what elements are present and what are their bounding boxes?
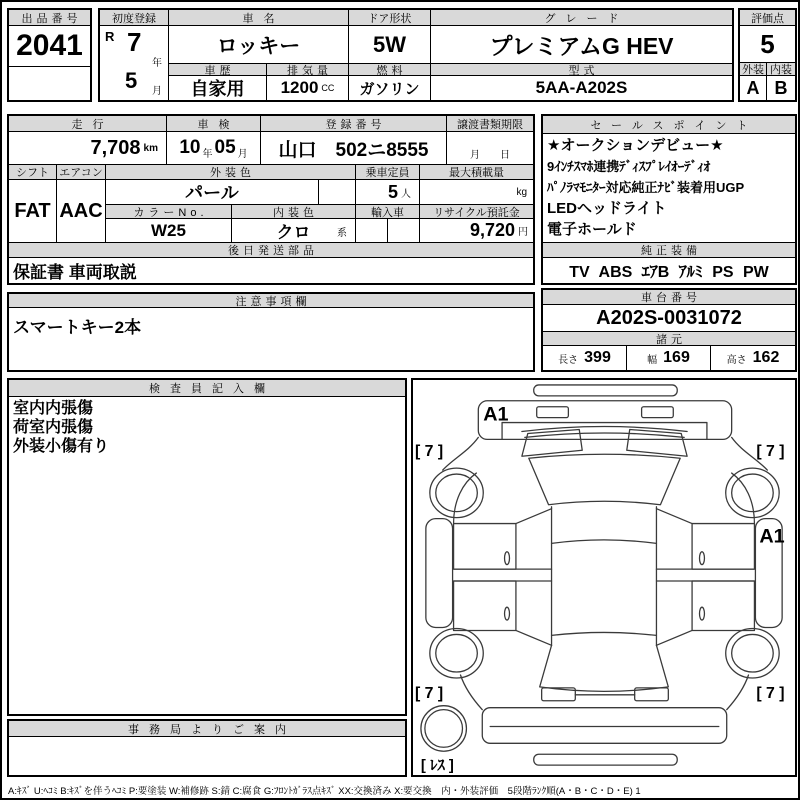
recycle-deposit-number: 9,720 xyxy=(469,220,515,240)
door-handle-rear-right xyxy=(700,607,705,620)
spec-height-cell xyxy=(711,346,795,370)
damage-mark-hood: A1 xyxy=(483,403,509,426)
grade-value: プレミアムG HEV xyxy=(489,33,674,59)
model-code-value: 5AA-A202S xyxy=(535,78,628,97)
sales-points-box xyxy=(541,114,797,285)
diagonal-front-right xyxy=(656,509,692,524)
mileage-label: 走行 xyxy=(9,116,167,132)
auction-number-box xyxy=(7,8,92,102)
fuel-value: ガソリン xyxy=(349,76,431,100)
rear-fender-left xyxy=(461,675,483,710)
aircon-label: エアコン xyxy=(57,165,106,180)
score-label: 評価点 xyxy=(740,10,795,26)
door-shape-label: ドア形状 xyxy=(349,10,431,26)
rear-door-left xyxy=(454,581,516,630)
mileage-value xyxy=(9,132,167,165)
import-cell-1 xyxy=(356,219,388,242)
transfer-deadline-label: 譲渡書類期限 xyxy=(447,116,533,132)
fuel-label: 燃料 xyxy=(349,63,431,76)
capacity-number: 5 xyxy=(387,181,398,202)
sales-point-line: ★オークションデビュー★ xyxy=(547,137,724,154)
inspection-month-unit: 月 xyxy=(237,148,248,160)
diagonal-rear-left xyxy=(516,630,552,645)
interior-color-suffix: 系 xyxy=(337,228,347,239)
chassis-box xyxy=(541,288,797,372)
capacity-unit: 人 xyxy=(401,188,411,200)
wheel-front-right-outer xyxy=(726,468,779,517)
car-name-label: 車名 xyxy=(169,10,349,26)
door-handle-front-left xyxy=(505,552,510,565)
first-registration-label: 初度登録 xyxy=(100,10,169,26)
factory-equipment-value: TV ABS ｴｱB ｱﾙﾐ PS PW xyxy=(569,264,769,281)
import-label: 輸入車 xyxy=(356,204,420,219)
front-door-left xyxy=(454,524,516,570)
exterior-grade-label: 外装 xyxy=(740,63,767,76)
spare-tire-inner xyxy=(425,710,463,748)
hood-vent-left xyxy=(537,407,569,418)
aircon-value: AAC xyxy=(57,180,106,242)
front-bumper-strip xyxy=(534,385,677,396)
wheel-rear-left-outer xyxy=(430,628,483,677)
height-label: 高さ xyxy=(726,354,747,366)
model-code-label: 型式 xyxy=(431,63,732,76)
sales-point-line: LEDヘッドライト xyxy=(547,200,667,217)
later-parts-label: 後日発送部品 xyxy=(9,242,533,258)
exterior-color-label: 外装色 xyxy=(106,165,356,180)
wheel-front-left-outer xyxy=(430,468,483,517)
score-value: 5 xyxy=(740,26,795,63)
factory-equipment-label: 純正装備 xyxy=(543,242,795,258)
rear-fender-right xyxy=(727,675,749,710)
door-handle-front-right xyxy=(700,552,705,565)
displacement-unit: CC xyxy=(321,83,335,93)
wheel-rear-right-inner xyxy=(732,634,774,672)
damage-code-legend: A:ｷｽﾞ U:ﾍｺﾐ B:ｷｽﾞを伴うﾍｺﾐ P:要塗装 W:補修跡 S:錆 C:腐食 G:ﾌﾛﾝﾄｶﾞﾗｽ点ｷｽﾞ XX:交換済み X:要交換 内・外装評価 5段階ﾗﾝｸ順(A・B・C・D・E) 1 xyxy=(8,786,641,797)
capacity-label: 乗車定員 xyxy=(356,165,420,180)
spare-tire-outer xyxy=(421,706,467,752)
windshield-glass xyxy=(529,454,680,504)
sales-point-line: ﾊﾟﾉﾗﾏﾓﾆﾀｰ対応純正ﾅﾋﾞ装着用UGP xyxy=(547,180,745,195)
sales-point-line: 9ｲﾝﾁｽﾏﾎ連携ﾃﾞｨｽﾌﾟﾚｲｵｰﾃﾞｨｵ xyxy=(547,159,711,174)
cowl-line-bottom xyxy=(525,433,684,437)
inspector-box xyxy=(7,378,407,716)
import-cell-2 xyxy=(388,219,420,242)
registration-number-label: 登録番号 xyxy=(261,116,447,132)
diagonal-front-left xyxy=(516,509,552,524)
shift-value: FAT xyxy=(9,180,57,242)
inspector-note-line: 荷室内張傷 xyxy=(13,419,94,436)
damage-mark-side-right: A1 xyxy=(759,525,785,548)
interior-color-value xyxy=(232,219,356,242)
transfer-deadline-value: 月 日 xyxy=(447,132,533,165)
inspection-year-unit: 年 xyxy=(202,148,213,160)
notes-box xyxy=(7,292,535,372)
history-label: 車歴 xyxy=(169,63,267,76)
length-value: 399 xyxy=(584,349,611,366)
wheel-front-left-inner xyxy=(436,474,478,512)
registration-number-value: 山口 502ニ8555 xyxy=(261,132,447,165)
capacity-value xyxy=(356,180,420,204)
chassis-number-value: A202S-0031072 xyxy=(543,305,795,332)
wheel-rear-left-inner xyxy=(436,634,478,672)
color-no-value: W25 xyxy=(106,219,232,242)
roof-front-line xyxy=(552,540,657,543)
car-diagram xyxy=(413,380,795,775)
office-body xyxy=(9,737,405,775)
length-label: 長さ xyxy=(558,354,579,366)
reg-month-unit: 月 xyxy=(152,86,162,97)
mileage-unit: km xyxy=(143,142,158,154)
rear-bumper xyxy=(482,708,726,744)
door-handle-rear-left xyxy=(505,607,510,620)
inspector-note-line: 室内内張傷 xyxy=(13,400,94,417)
rear-glass xyxy=(540,645,669,691)
chassis-number-label: 車台番号 xyxy=(543,290,795,305)
shift-label: シフト xyxy=(9,165,57,180)
spare-tire-mark: [ ﾚｽ ] xyxy=(420,758,454,775)
diagonal-rear-right xyxy=(656,630,692,645)
recycle-deposit-label: リサイクル預託金 xyxy=(420,204,533,219)
max-load-value: kg xyxy=(516,186,527,198)
displacement-value xyxy=(267,76,349,100)
auction-number-value: 2041 xyxy=(9,26,90,67)
exterior-color-value: パール xyxy=(106,180,319,204)
grade-label: グレード xyxy=(431,10,732,26)
reg-year-value: 7 xyxy=(127,27,142,57)
max-load-label: 最大積載量 xyxy=(420,165,533,180)
inspector-label: 検査員記入欄 xyxy=(9,380,405,397)
first-registration-value xyxy=(100,26,169,100)
interior-grade-label: 内装 xyxy=(767,63,795,76)
roof-rear-line xyxy=(552,632,657,635)
notes-value: スマートキー2本 xyxy=(13,318,142,337)
interior-color-label: 内装色 xyxy=(232,204,356,219)
spec-width-cell xyxy=(627,346,711,370)
sales-point-line: 電子ホールド xyxy=(547,221,637,238)
reg-year-unit: 年 xyxy=(152,58,162,69)
interior-color-name: クロ xyxy=(276,223,311,242)
tire-depth-front-left: [ 7 ] xyxy=(414,443,444,461)
evaluation-box xyxy=(738,8,797,102)
door-shape-value: 5W xyxy=(349,26,431,63)
inspector-note-line: 外装小傷有り xyxy=(13,438,110,455)
sill-left xyxy=(426,519,453,628)
era-value: R xyxy=(105,29,115,44)
tire-depth-rear-right: [ 7 ] xyxy=(756,684,785,702)
main-data-box xyxy=(7,114,535,285)
recycle-deposit-value xyxy=(420,219,533,242)
auction-number-empty-cell xyxy=(9,67,90,100)
inspection-value xyxy=(167,132,261,165)
car-name-value: ロッキー xyxy=(169,26,349,63)
inspection-label: 車検 xyxy=(167,116,261,132)
auction-number-label: 出品番号 xyxy=(9,10,90,26)
mileage-number: 7,708 xyxy=(90,136,141,159)
vehicle-id-box xyxy=(98,8,734,102)
color-no-label: カラーNo. xyxy=(106,204,232,219)
rear-door-right xyxy=(692,581,754,630)
front-door-right xyxy=(692,524,754,570)
tire-depth-rear-left: [ 7 ] xyxy=(414,684,444,702)
spec-length-cell xyxy=(543,346,627,370)
spec-label: 諸元 xyxy=(543,332,795,346)
displacement-number: 1200 xyxy=(280,78,319,97)
inspection-year: 10 xyxy=(179,137,201,158)
car-diagram-box xyxy=(411,378,797,777)
later-parts-value: 保証書 車両取説 xyxy=(13,263,137,282)
exterior-grade-value: A xyxy=(740,76,767,100)
rear-bumper-strip xyxy=(534,754,677,765)
width-value: 169 xyxy=(663,349,690,366)
tire-depth-front-right: [ 7 ] xyxy=(756,443,785,461)
inspection-month: 05 xyxy=(214,137,236,158)
sales-points-body xyxy=(543,135,795,242)
displacement-label: 排気量 xyxy=(267,63,349,76)
office-label: 事務局よりご案内 xyxy=(9,721,405,737)
wheel-rear-right-outer xyxy=(726,628,779,677)
inspector-body xyxy=(9,399,405,714)
office-box xyxy=(7,719,407,777)
width-label: 幅 xyxy=(647,354,658,366)
front-fender-left xyxy=(443,437,479,470)
cowl-line-top xyxy=(522,427,687,432)
exterior-color-empty-cell xyxy=(319,180,356,204)
notes-label: 注意事項欄 xyxy=(9,294,533,308)
hood-vent-right xyxy=(642,407,674,418)
reg-month-value: 5 xyxy=(125,68,138,93)
history-value: 自家用 xyxy=(169,76,267,100)
sales-points-label: セールスポイント xyxy=(543,116,795,134)
interior-grade-value: B xyxy=(774,77,788,98)
recycle-deposit-unit: 円 xyxy=(518,227,528,238)
height-value: 162 xyxy=(752,349,780,366)
